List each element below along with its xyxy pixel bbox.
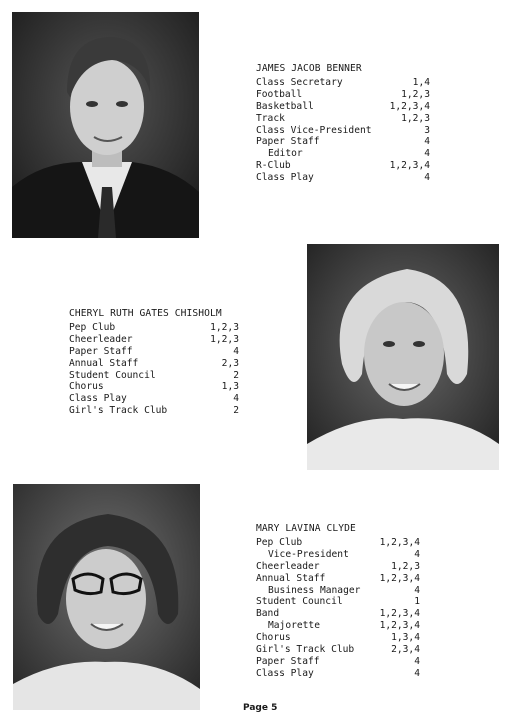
student-entry-2 (69, 308, 239, 417)
activity-row (256, 668, 420, 680)
portrait-photo-chisholm (307, 244, 499, 470)
activity-row (256, 549, 420, 561)
activity-list (256, 537, 420, 680)
activity-years: 1,3,4 (391, 632, 420, 644)
activity-label: Student Council (69, 369, 156, 381)
activity-years: 4 (424, 148, 430, 160)
activity-label: Paper Staff (256, 655, 320, 667)
activity-years: 1,2,3,4 (389, 100, 430, 112)
activity-years: 2,3,4 (391, 644, 420, 656)
activity-label: Class Play (256, 172, 314, 184)
activity-years: 1,2,3,4 (379, 620, 420, 632)
activity-label: Football (256, 88, 303, 100)
student-name: JAMES JACOB BENNER (256, 63, 362, 74)
activity-years: 1,2,3 (401, 112, 430, 124)
activity-label: Class Play (69, 393, 127, 405)
activity-row (69, 393, 239, 405)
activity-years: 4 (414, 667, 420, 679)
activity-label: Chorus (256, 632, 291, 644)
activity-row (256, 172, 430, 184)
student-name: MARY LAVINA CLYDE (256, 523, 356, 534)
activity-label: Cheerleader (256, 560, 320, 572)
activity-years: 1,3 (221, 381, 239, 393)
activity-years: 2 (233, 405, 239, 417)
portrait-photo-benner (12, 12, 199, 238)
activity-row (69, 322, 239, 334)
activity-label: Pep Club (256, 536, 303, 548)
activity-row (256, 113, 430, 125)
activity-label: R-Club (256, 160, 291, 172)
activity-row (256, 77, 430, 89)
activity-years: 1,2,3,4 (379, 608, 420, 620)
activity-label: Basketball (256, 100, 314, 112)
activity-row (256, 632, 420, 644)
activity-list (256, 77, 430, 184)
activity-row (69, 346, 239, 358)
student-entry-3 (256, 523, 420, 680)
activity-label: Editor (268, 148, 303, 160)
activity-row (256, 644, 420, 656)
student-entry-1 (256, 63, 430, 184)
activity-label: Girl's Track Club (69, 405, 168, 417)
activity-row (256, 620, 420, 632)
activity-row (256, 573, 420, 585)
activity-years: 4 (233, 393, 239, 405)
activity-label: Band (256, 608, 280, 620)
activity-years: 1,2,3 (210, 321, 239, 333)
activity-row (69, 381, 239, 393)
activity-years: 1,4 (412, 76, 430, 88)
activity-row (256, 148, 430, 160)
activity-years: 1 (414, 596, 420, 608)
activity-label: Cheerleader (69, 333, 133, 345)
activity-years: 4 (414, 655, 420, 667)
student-name: CHERYL RUTH GATES CHISHOLM (69, 308, 222, 319)
portrait-photo-clyde (13, 484, 200, 710)
page-number: Page 5 (243, 703, 278, 713)
activity-label: Annual Staff (69, 357, 139, 369)
activity-years: 2,3 (221, 357, 239, 369)
activity-years: 1,2,3 (210, 333, 239, 345)
activity-label: Annual Staff (256, 572, 326, 584)
activity-years: 1,2,3 (391, 560, 420, 572)
activity-row (256, 125, 430, 137)
activity-years: 2 (233, 369, 239, 381)
activity-label: Class Secretary (256, 76, 343, 88)
activity-row (256, 101, 430, 113)
activity-row (256, 160, 430, 172)
activity-label: Pep Club (69, 321, 116, 333)
activity-years: 1,2,3,4 (379, 572, 420, 584)
activity-years: 4 (414, 584, 420, 596)
activity-years: 3 (424, 124, 430, 136)
activity-years: 4 (424, 136, 430, 148)
activity-row (69, 358, 239, 370)
activity-label: Chorus (69, 381, 104, 393)
activity-years: 1,2,3,4 (389, 160, 430, 172)
activity-years: 4 (233, 345, 239, 357)
activity-row (69, 405, 239, 417)
activity-row (69, 370, 239, 382)
activity-row (256, 561, 420, 573)
activity-label: Majorette (268, 620, 320, 632)
activity-row (256, 656, 420, 668)
activity-list (69, 322, 239, 417)
activity-label: Track (256, 112, 285, 124)
activity-label: Student Council (256, 596, 343, 608)
activity-years: 4 (414, 548, 420, 560)
activity-row (256, 136, 430, 148)
activity-row (256, 585, 420, 597)
activity-row (256, 608, 420, 620)
activity-label: Paper Staff (256, 136, 320, 148)
activity-label: Class Play (256, 667, 314, 679)
activity-years: 1,2,3 (401, 88, 430, 100)
activity-label: Business Manager (268, 584, 361, 596)
activity-years: 4 (424, 172, 430, 184)
activity-label: Paper Staff (69, 345, 133, 357)
activity-label: Girl's Track Club (256, 644, 355, 656)
activity-years: 1,2,3,4 (379, 536, 420, 548)
activity-row (256, 537, 420, 549)
activity-row (256, 596, 420, 608)
activity-row (256, 89, 430, 101)
activity-row (69, 334, 239, 346)
activity-label: Class Vice-President (256, 124, 372, 136)
activity-label: Vice-President (268, 548, 349, 560)
